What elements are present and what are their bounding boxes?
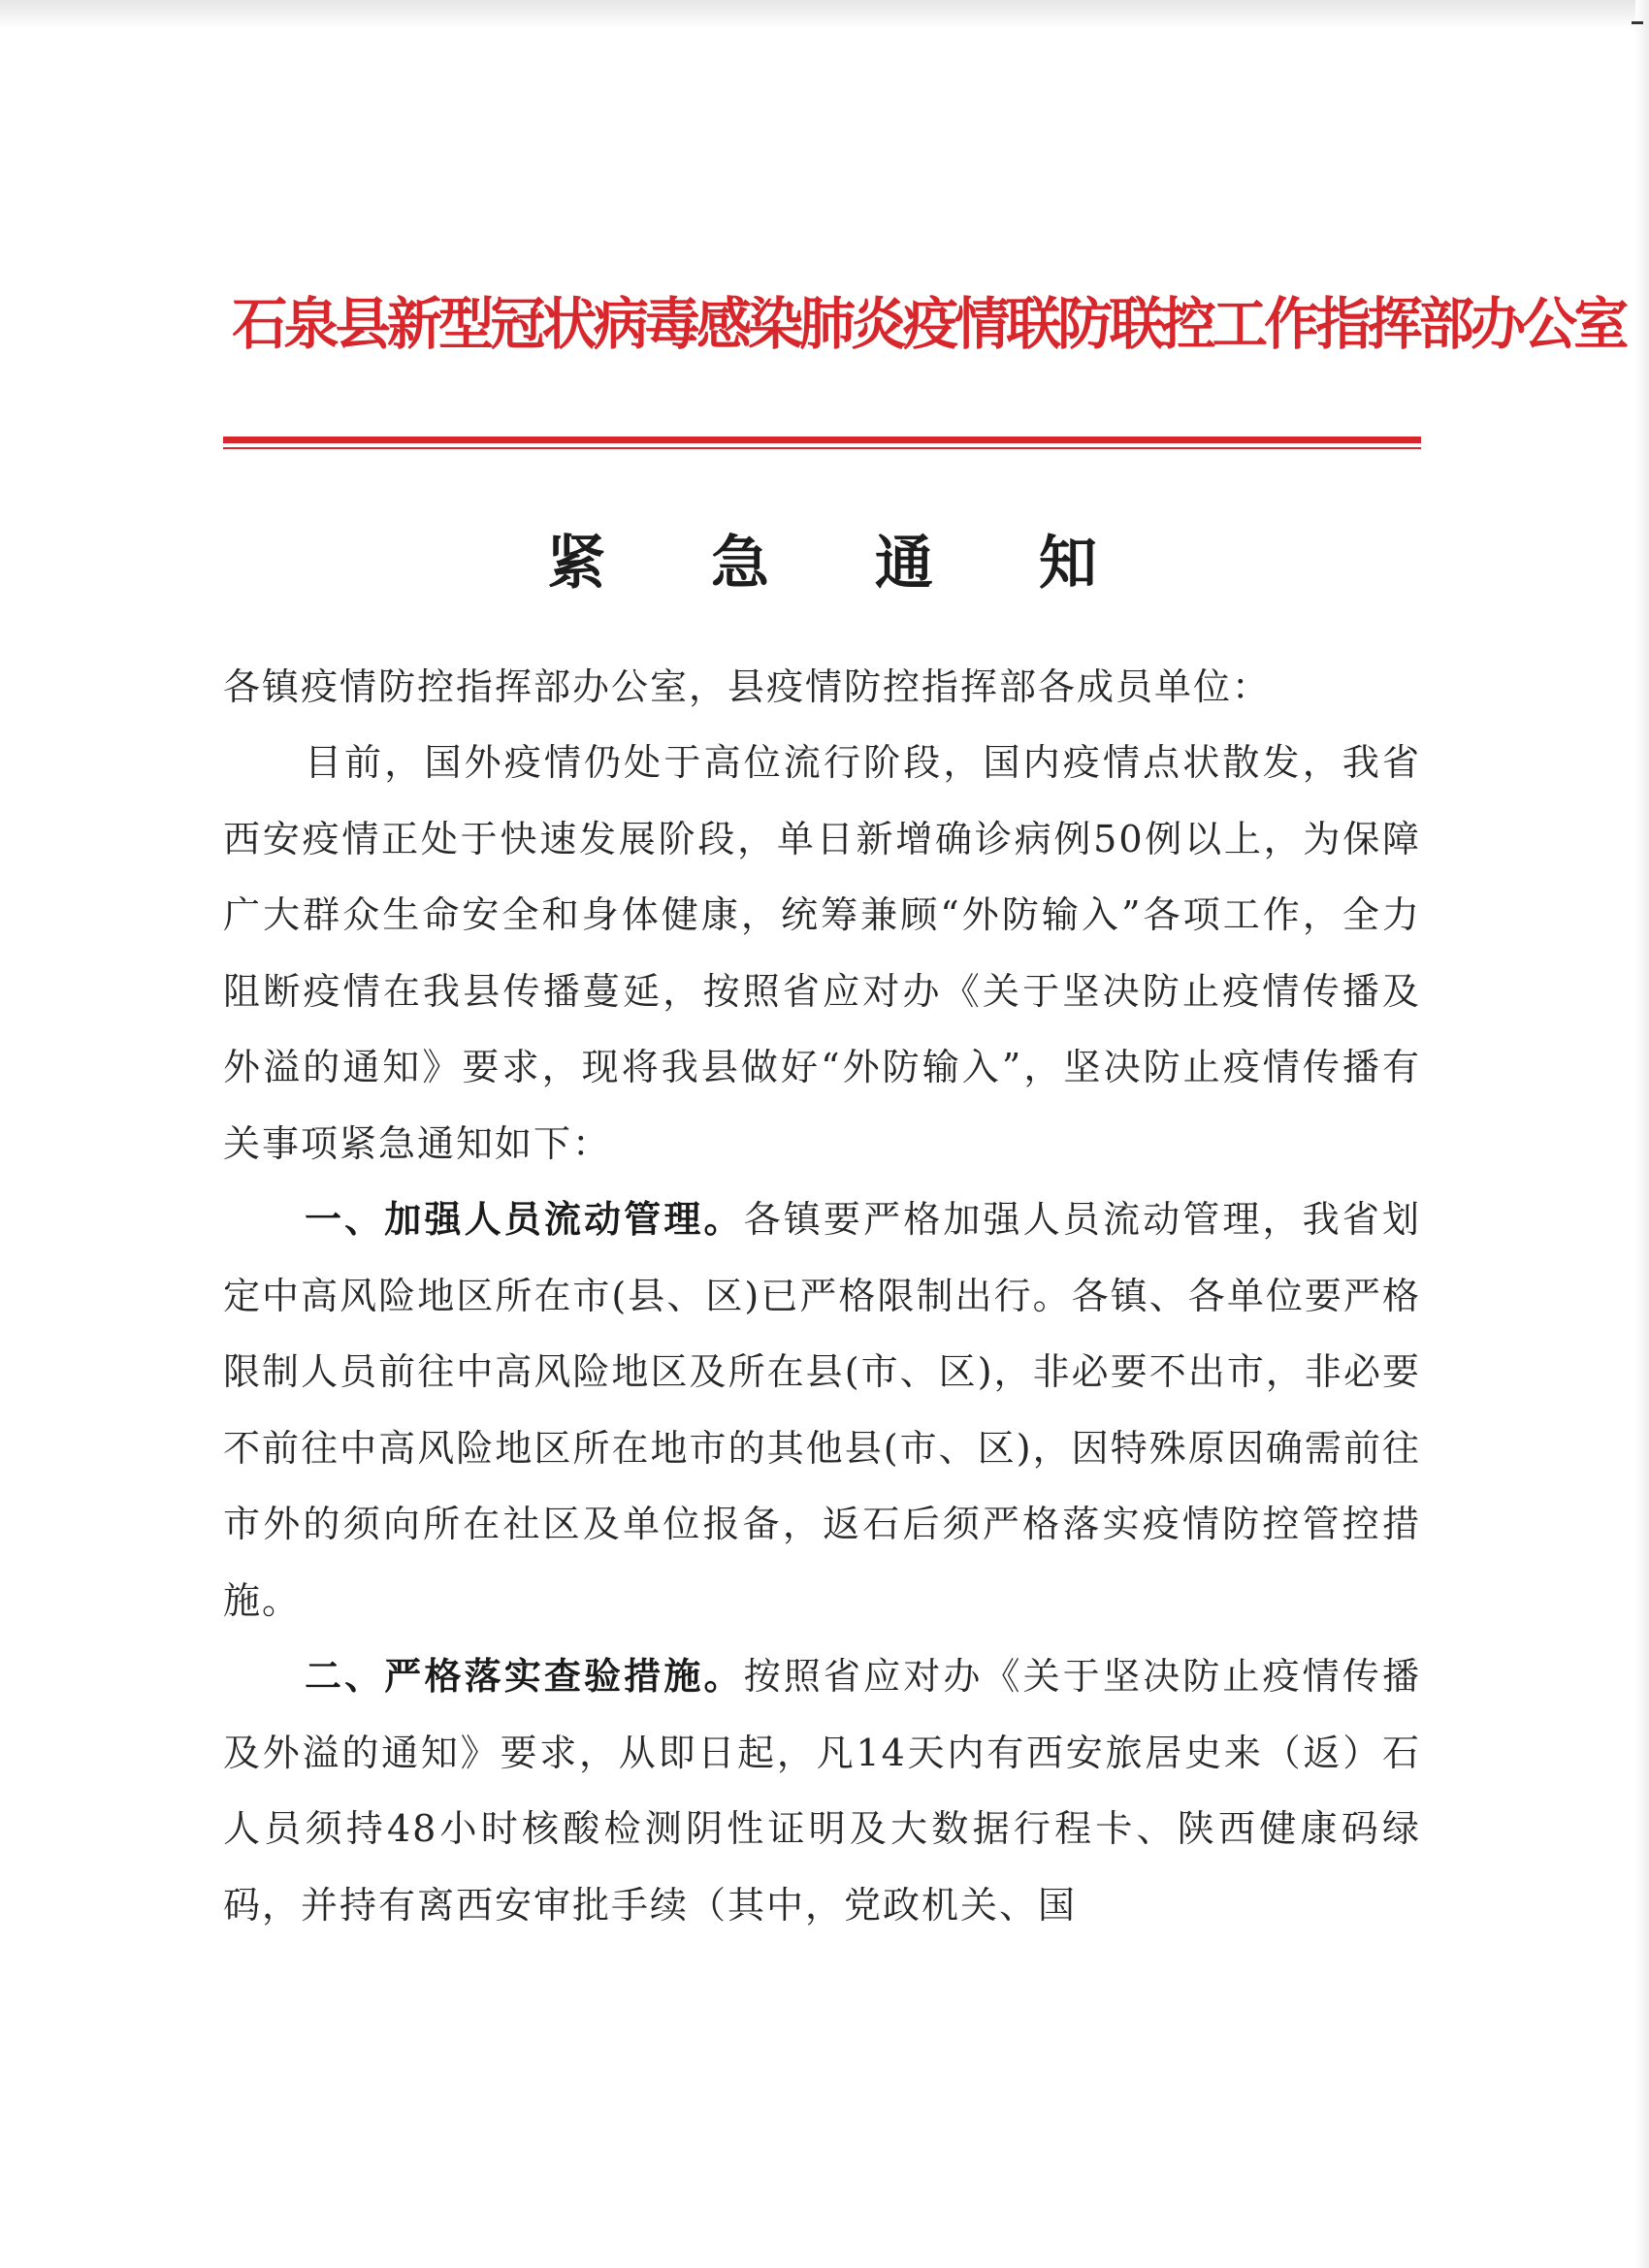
letterhead-rule-thin: [223, 447, 1421, 449]
notice-title: 紧 急 通 知: [547, 529, 1140, 598]
salutation: 各镇疫情防控指挥部办公室，县疫情防控指挥部各成员单位：: [223, 664, 1272, 708]
item-1-heading: 一、加强人员流动管理。: [305, 1197, 744, 1242]
item-2-heading: 二、严格落实查验措施。: [305, 1654, 744, 1699]
notice-body: [223, 649, 1421, 1944]
scan-mark: [1632, 21, 1643, 24]
item-1-text: 各镇要严格加强人员流动管理，我省划定中高风险地区所在市(县、区)已严格限制出行。各镇、各单位要严格限制人员前往中高风险地区及所在县(市、区)，非必要不出市，非必要不前往中高风险地区所在地市的其他县(市、区)，因特殊原因确需前往市外的须向所在社区及单位报备，返石后须严格落实疫情防控管控措施。: [223, 1198, 1421, 1622]
item-2-text: 按照省应对办《关于坚决防止疫情传播及外溢的通知》要求，从即日起，凡14天内有西安旅居史来（返）石人员须持48小时核酸检测阴性证明及大数据行程卡、陕西健康码绿码，并持有离西安审批手续（其中，党政机关、国: [223, 1655, 1421, 1927]
item-1-paragraph: [223, 1182, 1421, 1638]
item-2-paragraph: [223, 1638, 1421, 1943]
intro-paragraph: 目前，国外疫情仍处于高位流行阶段，国内疫情点状散发，我省西安疫情正处于快速发展阶段，单日新增确诊病例50例以上，为保障广大群众生命安全和身体健康，统筹兼顾“外防输入”各项工作，全力阻断疫情在我县传播蔓延，按照省应对办《关于坚决防止疫情传播及外溢的通知》要求，现将我县做好“外防输入”，坚决防止疫情传播有关事项紧急通知如下：: [223, 741, 1421, 1165]
letterhead-title: 石泉县新型冠状病毒感染肺炎疫情联防联控工作指挥部办公室: [232, 291, 1626, 357]
scan-edge-right: [1635, 0, 1649, 2268]
letterhead-rule-thick: [223, 437, 1421, 443]
document-page: [223, 291, 1626, 1943]
scan-edge-top: [0, 0, 1649, 29]
